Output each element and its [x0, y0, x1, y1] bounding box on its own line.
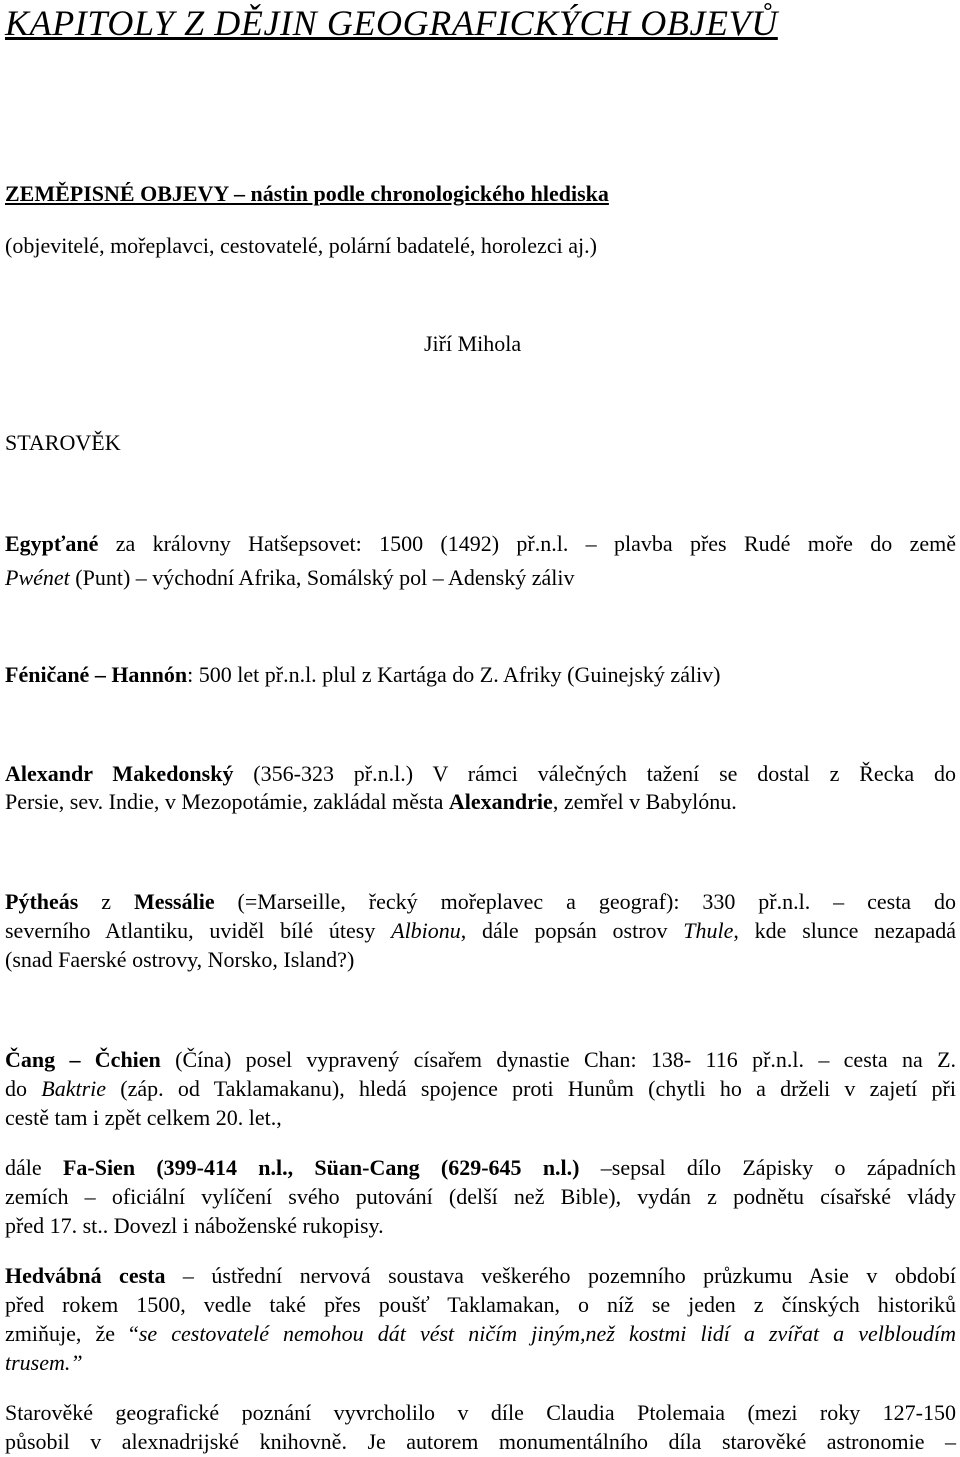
term-chang-chien: Čang – Čchien — [5, 1047, 161, 1072]
term-alexandria: Alexandrie — [448, 789, 553, 814]
term-silk-road: Hedvábná cesta — [5, 1263, 166, 1288]
quote-end: trusem.” — [5, 1350, 83, 1375]
term-alexander: Alexandr Makedonský — [5, 761, 234, 786]
section-heading: STAROVĚK — [5, 430, 121, 455]
author: Jiří Mihola — [424, 331, 522, 356]
term-albion: Albionu — [391, 918, 461, 943]
term-messalia: Messálie — [133, 889, 215, 914]
term-fa-sien: Fa-Sien (399-414 n.l., Süan-Cang (629-645 n.l.) — [62, 1155, 580, 1180]
term-pytheas: Pýtheás — [5, 889, 79, 914]
term-baktrie: Baktrie — [41, 1076, 107, 1101]
term-thule: Thule — [683, 918, 734, 943]
term-egyptians: Egypťané — [5, 531, 99, 556]
subtitle-note: (objevitelé, mořeplavci, cestovatelé, polární badatelé, horolezci aj.) — [5, 233, 597, 258]
subtitle: ZEMĚPISNÉ OBJEVY – nástin podle chronologického hlediska — [5, 181, 609, 206]
term-pwenet: Pwénet — [5, 565, 70, 590]
document-title: KAPITOLY Z DĚJIN GEOGRAFICKÝCH OBJEVŮ — [5, 3, 778, 43]
quote-text: se cestovatelé nemohou dát vést ničím jiným,než kostmi lidí a zvířat a velbloudím — [138, 1321, 956, 1346]
term-phoenicians: Féničané – Hannón — [5, 662, 188, 687]
